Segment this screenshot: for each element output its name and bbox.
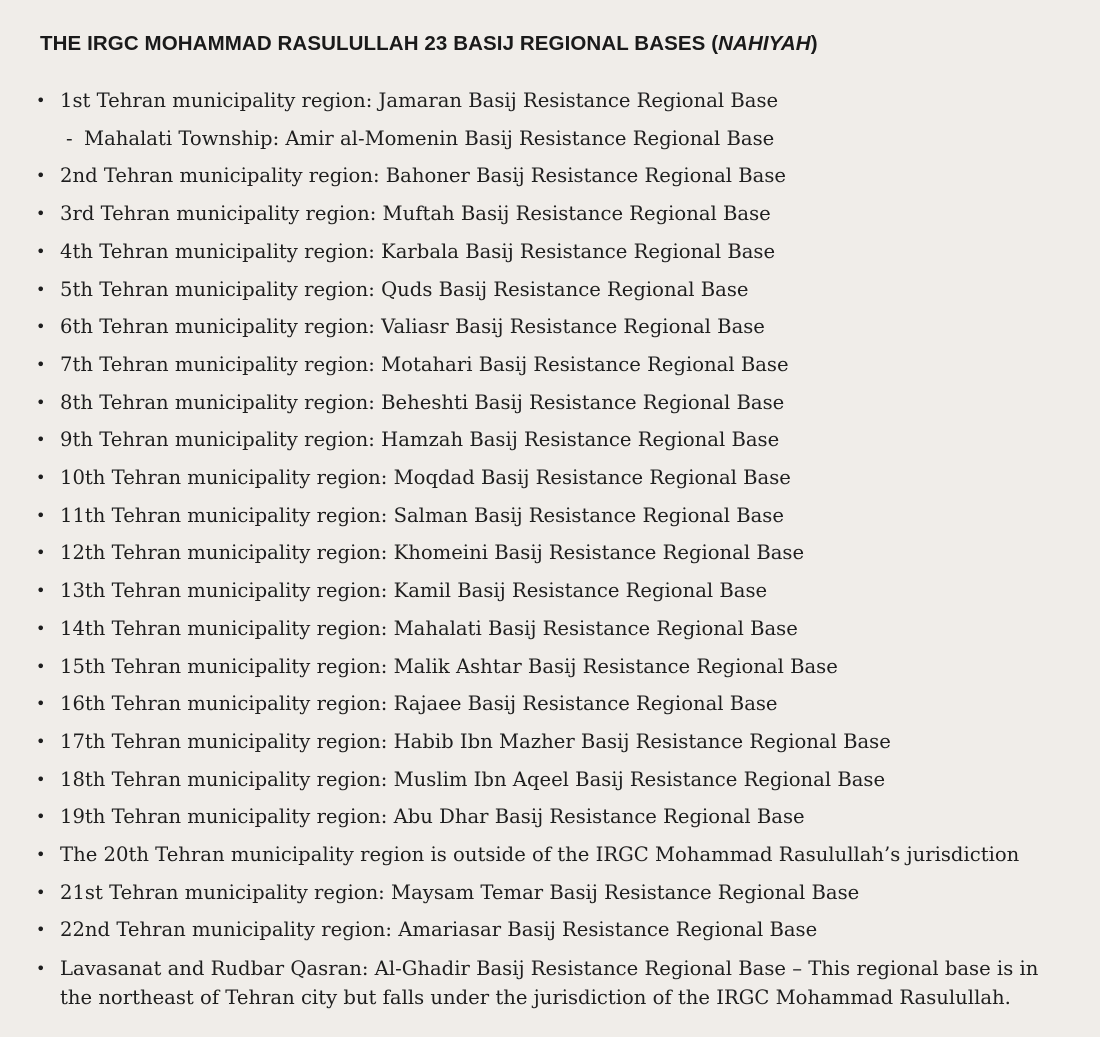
list-item [36,874,1076,912]
list-item [36,798,1076,836]
dash-icon: - [66,126,73,150]
list-item [36,384,1076,422]
list-item [36,911,1076,949]
bullet-icon: • [36,430,46,450]
bullet-icon: • [36,204,46,224]
list-item-text: Mahalati Township: Amir al-Momenin Basij Resistance Regional Base [84,126,775,150]
title-close: ) [810,32,818,55]
title-text: THE IRGC MOHAMMAD RASULULLAH 23 BASIJ REGIONAL BASES ( [40,32,719,55]
list-item-text: Lavasanat and Rudbar Qasran: Al-Ghadir Basij Resistance Regional Base – This regional base is in the northeast of Tehran city but falls under the jurisdiction of the IRGC Mohammad Rasulullah. [60,957,1039,1010]
list-item [36,233,1076,271]
list-item [36,157,1076,195]
bullet-icon: • [36,317,46,337]
bullet-icon: • [36,392,46,412]
regional-bases-list [36,82,1076,1012]
list-item [36,836,1076,874]
bullet-icon: • [36,543,46,563]
bullet-icon: • [36,882,46,902]
list-item-text: 7th Tehran municipality region: Motahari Basij Resistance Regional Base [60,352,789,376]
list-item [36,459,1076,497]
list-item-text: 1st Tehran municipality region: Jamaran Basij Resistance Regional Base [60,89,779,112]
bullet-icon: • [36,468,46,488]
list-item [36,723,1076,761]
bullet-icon: • [36,807,46,827]
bullet-icon: • [36,354,46,374]
list-item-text: 15th Tehran municipality region: Malik Ashtar Basij Resistance Regional Base [60,654,838,678]
bullet-icon: • [36,694,46,714]
list-item-text: 14th Tehran municipality region: Mahalati Basij Resistance Regional Base [60,616,798,640]
list-item-text: 22nd Tehran municipality region: Amariasar Basij Resistance Regional Base [60,918,818,942]
list-item [36,271,1076,309]
list-item-text: 4th Tehran municipality region: Karbala Basij Resistance Regional Base [60,239,776,263]
list-item-text: 17th Tehran municipality region: Habib Ibn Mazher Basij Resistance Regional Base [60,729,891,753]
sub-list-item [36,120,1076,158]
list-item [36,648,1076,686]
list-item-text: 19th Tehran municipality region: Abu Dhar Basij Resistance Regional Base [60,805,805,829]
list-item-text: 2nd Tehran municipality region: Bahoner Basij Resistance Regional Base [60,164,786,188]
bullet-icon: • [36,505,46,525]
title-italic: NAHIYAH [718,32,811,55]
list-item [36,534,1076,572]
list-item-text: 6th Tehran municipality region: Valiasr Basij Resistance Regional Base [60,315,765,339]
list-item-text: 13th Tehran municipality region: Kamil Basij Resistance Regional Base [60,579,768,603]
list-item [36,346,1076,384]
bullet-icon: • [36,731,46,751]
list-item [36,685,1076,723]
list-item [36,761,1076,799]
list-item [36,308,1076,346]
list-item [36,610,1076,648]
list-item [36,421,1076,459]
bullet-icon: • [36,920,46,940]
list-item [36,195,1076,233]
bullet-icon: • [36,279,46,299]
list-item-text: 8th Tehran municipality region: Beheshti Basij Resistance Regional Base [60,390,785,414]
bullet-icon: • [36,241,46,261]
list-item-text: 9th Tehran municipality region: Hamzah Basij Resistance Regional Base [60,428,780,452]
list-item [36,572,1076,610]
list-item-text: 5th Tehran municipality region: Quds Basij Resistance Regional Base [60,277,749,301]
list-item-text: The 20th Tehran municipality region is outside of the IRGC Mohammad Rasulullah’s jurisdiction [60,843,1020,867]
bullet-icon: • [36,618,46,638]
list-item-text: 3rd Tehran municipality region: Muftah Basij Resistance Regional Base [60,202,771,226]
bullet-icon: • [36,769,46,789]
list-item-text: 21st Tehran municipality region: Maysam Temar Basij Resistance Regional Base [60,880,860,904]
bullet-icon: • [36,581,46,601]
list-item [36,497,1076,535]
page-title [40,32,818,56]
list-item-text: 16th Tehran municipality region: Rajaee Basij Resistance Regional Base [60,692,778,716]
list-item-text: 12th Tehran municipality region: Khomeini Basij Resistance Regional Base [60,541,805,565]
list-item-text: 18th Tehran municipality region: Muslim Ibn Aqeel Basij Resistance Regional Base [60,767,886,791]
bullet-icon: • [36,845,46,865]
list-item-text: 10th Tehran municipality region: Moqdad Basij Resistance Regional Base [60,466,791,490]
bullet-icon: • [36,656,46,676]
list-item [36,82,1076,120]
bullet-icon: • [36,91,46,110]
bullet-icon: • [36,166,46,186]
list-item-text: 11th Tehran municipality region: Salman Basij Resistance Regional Base [60,503,784,527]
list-item [36,949,1076,1012]
bullet-icon: • [36,959,46,979]
